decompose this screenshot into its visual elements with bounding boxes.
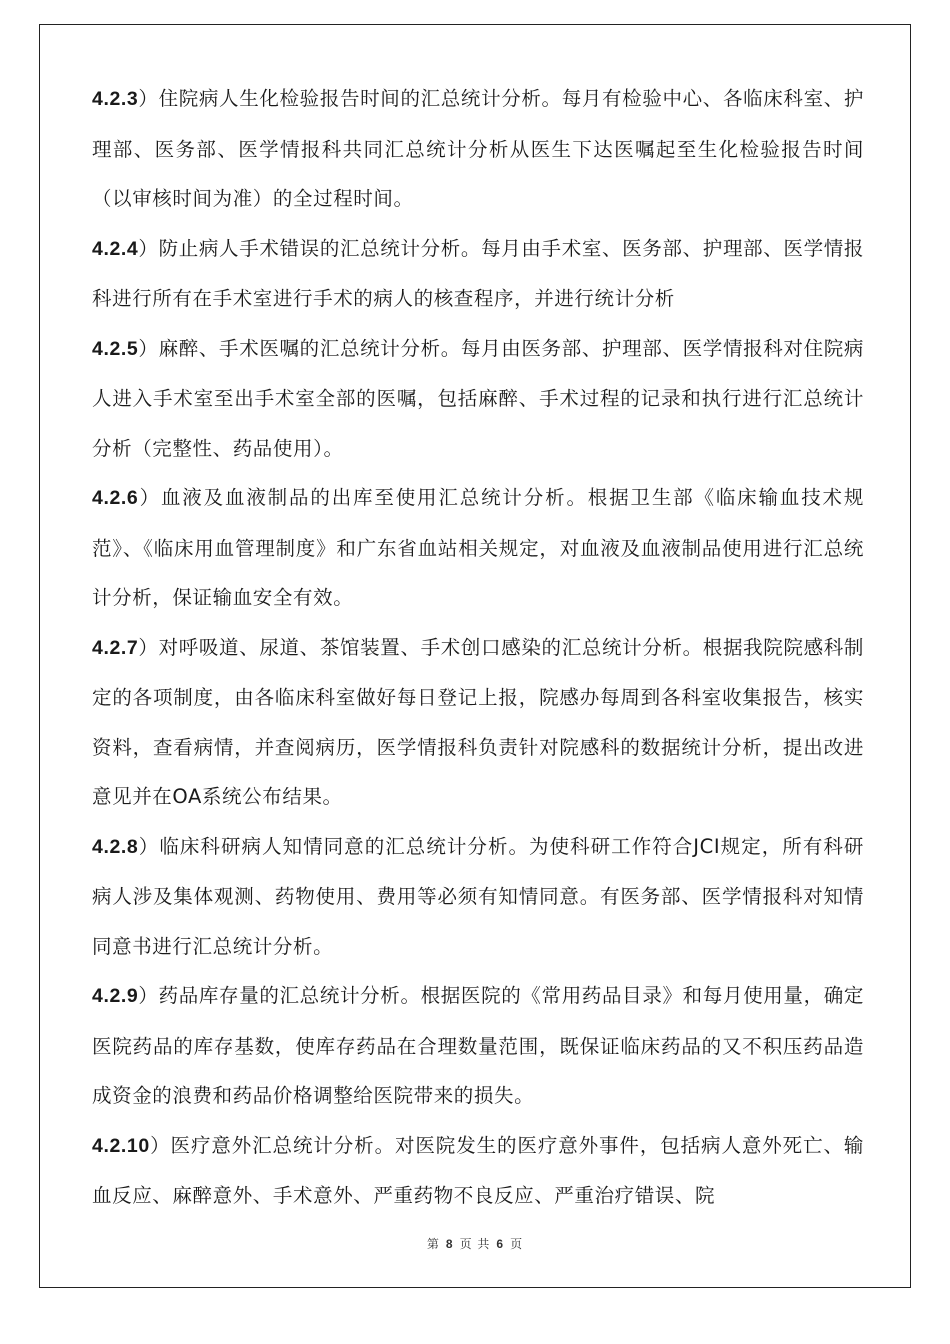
paragraph-4-2-8 <box>92 822 864 972</box>
document-body <box>92 74 864 1221</box>
paragraph-number: 4.2.4 <box>92 237 139 260</box>
paragraph-text: ）麻醉、手术医嘱的汇总统计分析。每月由医务部、护理部、医学情报科对住院病人进入手术室至出手术室全部的医嘱，包括麻醉、手术过程的记录和执行进行汇总统计分析（完整性、药品使用）。 <box>92 336 864 460</box>
paragraph-4-2-9 <box>92 971 864 1121</box>
paragraph-4-2-3 <box>92 74 864 224</box>
footer-middle: 页 共 <box>459 1237 491 1251</box>
paragraph-4-2-4 <box>92 224 864 324</box>
paragraph-text: ）医疗意外汇总统计分析。对医院发生的医疗意外事件，包括病人意外死亡、输血反应、麻醉意外、手术意外、严重药物不良反应、严重治疗错误、院 <box>92 1133 864 1207</box>
paragraph-number: 4.2.7 <box>92 636 139 659</box>
paragraph-number: 4.2.5 <box>92 337 139 360</box>
paragraph-4-2-10 <box>92 1121 864 1221</box>
paragraph-text: ）临床科研病人知情同意的汇总统计分析。为使科研工作符合JCI规定，所有科研病人涉及集体观测、药物使用、费用等必须有知情同意。有医务部、医学情报科对知情同意书进行汇总统计分析。 <box>92 834 864 958</box>
paragraph-text: ）防止病人手术错误的汇总统计分析。每月由手术室、医务部、护理部、医学情报科进行所有在手术室进行手术的病人的核查程序，并进行统计分析 <box>92 236 864 310</box>
paragraph-4-2-5 <box>92 324 864 474</box>
paragraph-number: 4.2.8 <box>92 835 139 858</box>
total-pages-number: 6 <box>496 1237 505 1251</box>
paragraph-text: ）药品库存量的汇总统计分析。根据医院的《常用药品目录》和每月使用量，确定医院药品的库存基数，使库存药品在合理数量范围，既保证临床药品的又不积压药品造成资金的浪费和药品价格调整给医院带来的损失。 <box>92 984 864 1107</box>
paragraph-4-2-6 <box>92 473 864 623</box>
paragraph-text: ）对呼吸道、尿道、茶馆装置、手术创口感染的汇总统计分析。根据我院院感科制定的各项制度，由各临床科室做好每日登记上报，院感办每周到各科室收集报告，核实资料，查看病情，并查阅病历，医学情报科负责针对院感科的数据统计分析，提出改进意见并在OA系统公布结果。 <box>92 635 864 808</box>
page-footer <box>0 1235 950 1252</box>
current-page-number: 8 <box>445 1237 454 1251</box>
paragraph-number: 4.2.6 <box>92 487 139 509</box>
paragraph-text: ）血液及血液制品的出库至使用汇总统计分析。根据卫生部《临床输血技术规范》、《临床用血管理制度》和广东省血站相关规定，对血液及血液制品使用进行汇总统计分析，保证输血安全有效。 <box>92 486 864 609</box>
paragraph-number: 4.2.9 <box>92 985 139 1007</box>
paragraph-4-2-7 <box>92 623 864 822</box>
footer-suffix: 页 <box>510 1237 524 1251</box>
paragraph-text: ）住院病人生化检验报告时间的汇总统计分析。每月有检验中心、各临床科室、护理部、医务部、医学情报科共同汇总统计分析从医生下达医嘱起至生化检验报告时间（以审核时间为准）的全过程时间。 <box>92 87 864 210</box>
paragraph-number: 4.2.3 <box>92 88 139 110</box>
paragraph-number: 4.2.10 <box>92 1134 150 1157</box>
footer-prefix: 第 <box>426 1237 440 1251</box>
